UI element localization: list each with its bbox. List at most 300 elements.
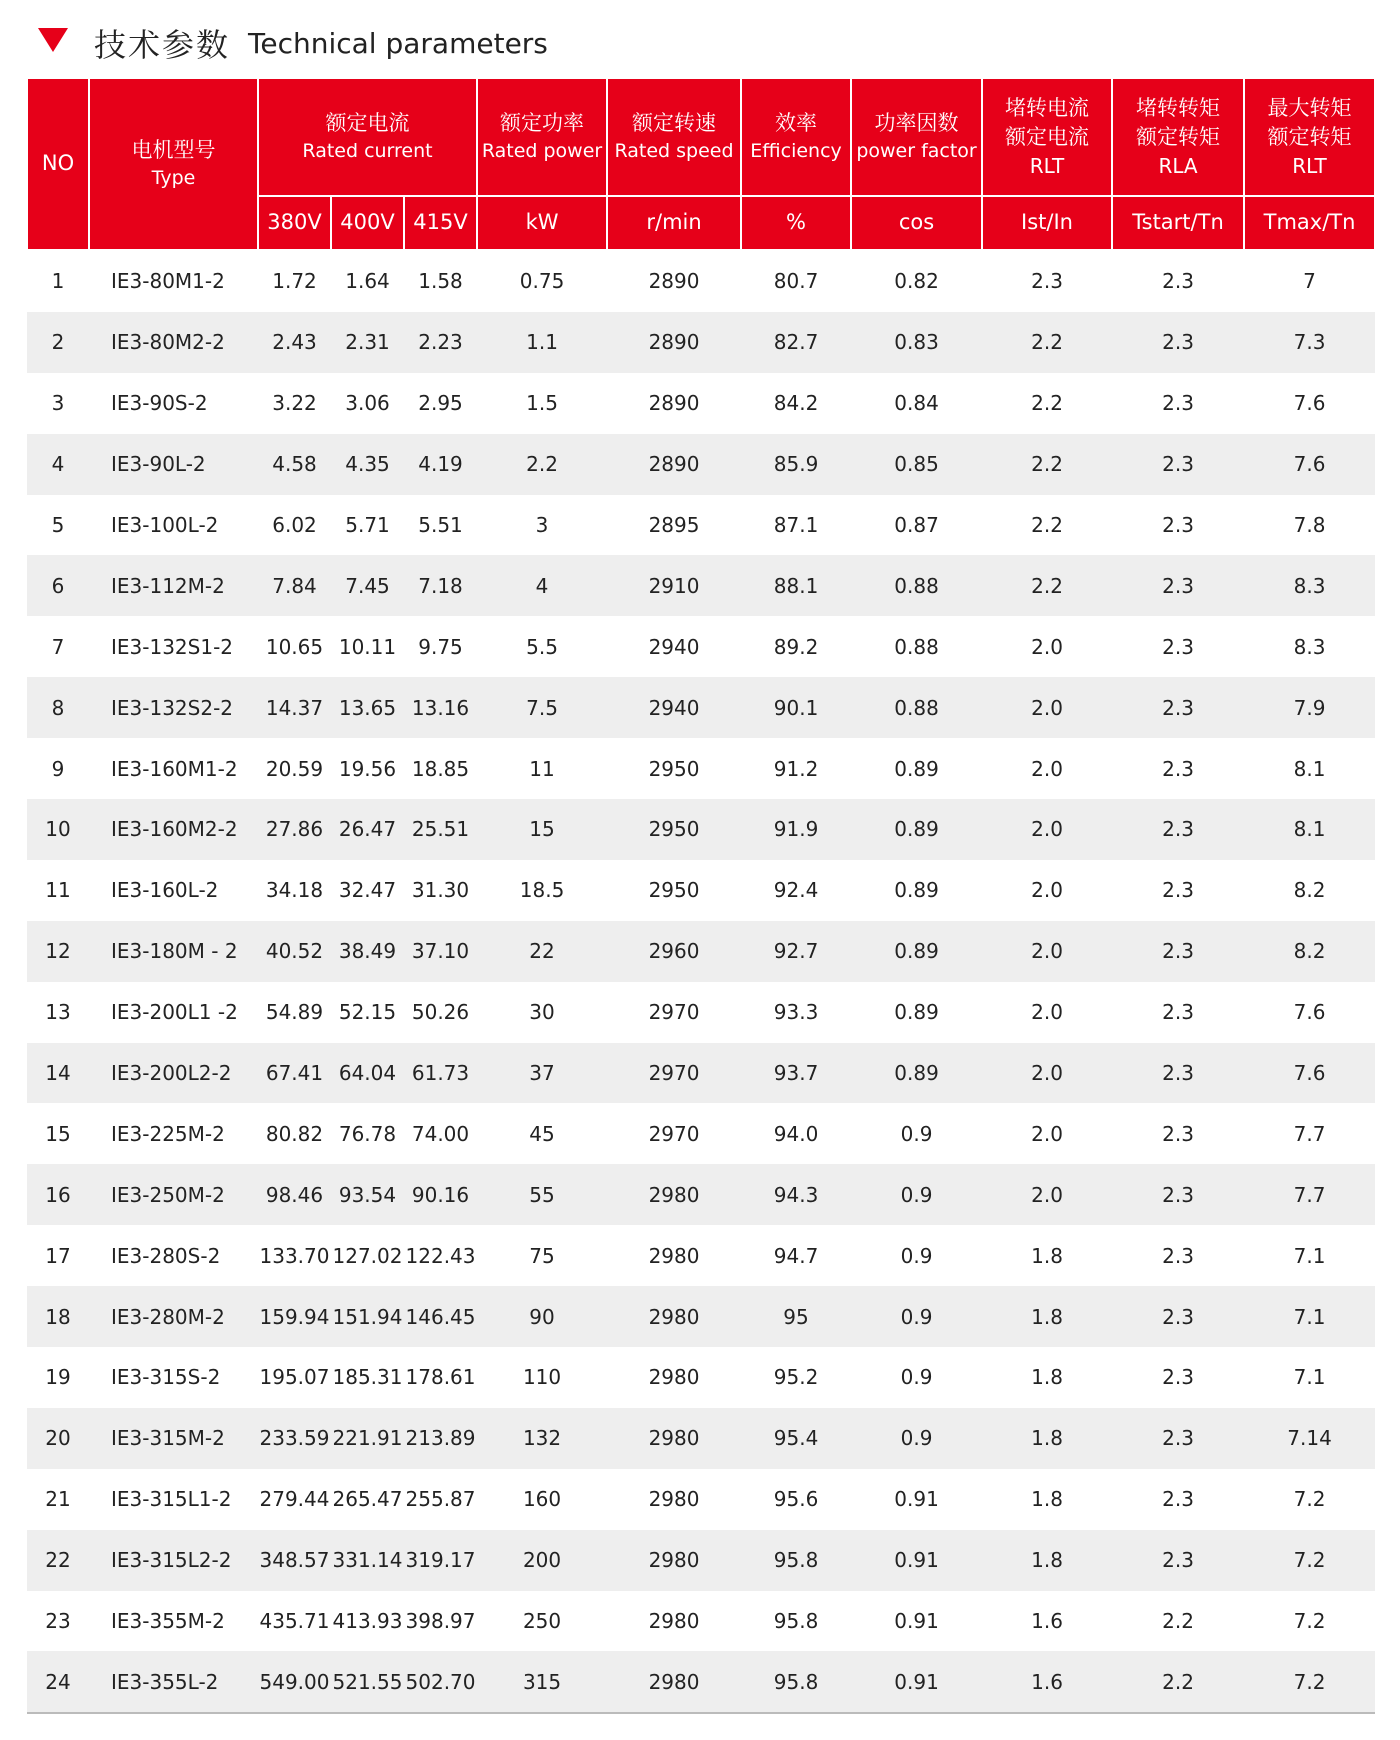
cell-efficiency: 95.2 [773, 1365, 819, 1390]
cell-speed: 2980 [607, 1651, 741, 1713]
cell-tmax-tn: 7.9 [1244, 677, 1375, 738]
cell-ist-in: 2.0 [1031, 756, 1063, 781]
cell-efficiency: 89.2 [773, 634, 819, 659]
cell-power-factor: 0.88 [894, 634, 939, 659]
cell-tstart-tn: 2.3 [1162, 513, 1194, 537]
cell-tstart-tn: 2.3 [1162, 878, 1194, 903]
cell-type: IE3-315L1-2 [111, 1487, 232, 1512]
cell-power: 1.5 [526, 391, 558, 416]
cell-ist-in: 2.3 [1031, 269, 1063, 294]
cell-power-factor: 0.91 [851, 1530, 982, 1591]
cell-ist-in: 2.2 [982, 434, 1112, 495]
cell-power: 4 [477, 555, 607, 616]
cell-current-415v: 25.51 [404, 799, 477, 860]
cell-type: IE3-80M1-2 [111, 269, 225, 294]
header-power-factor: 功率因数 power factor [851, 78, 982, 196]
cell-tmax-tn: 7.2 [1293, 1487, 1326, 1512]
cell-current-400v: 10.11 [338, 634, 397, 659]
cell-tmax-tn: 7.8 [1293, 513, 1326, 537]
cell-current-415v: 50.26 [411, 1000, 470, 1025]
cell-efficiency: 93.3 [773, 1000, 819, 1025]
cell-power: 110 [522, 1365, 562, 1390]
cell-speed: 2980 [607, 1286, 741, 1347]
table-row [27, 1408, 1375, 1469]
cell-speed: 2970 [648, 1121, 700, 1146]
cell-tstart-tn: 2.2 [1112, 1651, 1244, 1713]
cell-tmax-tn: 8.2 [1293, 878, 1326, 903]
cell-type: IE3-280M-2 [89, 1286, 258, 1347]
table-row [27, 312, 1375, 373]
cell-power-factor: 0.9 [900, 1365, 933, 1390]
cell-no: 15 [45, 1121, 71, 1146]
cell-tstart-tn: 2.3 [1112, 1164, 1244, 1225]
cell-current-415v: 90.16 [404, 1164, 477, 1225]
cell-current-415v: 74.00 [411, 1121, 470, 1146]
cell-current-380v: 10.65 [265, 634, 324, 659]
cell-current-400v: 52.15 [338, 1000, 397, 1025]
cell-power-factor: 0.91 [894, 1609, 939, 1634]
header-locked-torque: 堵转转矩 额定转矩 RLA [1112, 78, 1244, 196]
cell-tmax-tn: 8.3 [1244, 555, 1375, 616]
cell-speed: 2950 [648, 756, 700, 781]
header-type: 电机型号 Type [89, 78, 258, 250]
cell-tstart-tn: 2.3 [1112, 921, 1244, 982]
cell-tmax-tn: 7.2 [1244, 1651, 1375, 1713]
table-row [27, 434, 1375, 495]
cell-tstart-tn: 2.3 [1162, 1121, 1194, 1146]
cell-power-factor: 0.9 [900, 1243, 933, 1268]
cell-current-415v: 213.89 [404, 1408, 477, 1469]
cell-current-400v: 26.47 [331, 799, 404, 860]
cell-power: 250 [522, 1609, 562, 1634]
cell-current-415v: 502.70 [404, 1651, 477, 1713]
cell-current-415v: 398.97 [405, 1609, 476, 1634]
cell-current-415v: 7.18 [404, 555, 477, 616]
cell-efficiency: 84.2 [773, 391, 819, 416]
cell-tstart-tn: 2.3 [1112, 312, 1244, 373]
cell-tmax-tn: 7.14 [1244, 1408, 1375, 1469]
cell-no: 10 [27, 799, 89, 860]
cell-power: 55 [477, 1164, 607, 1225]
unit-tstart-tn: Tstart/Tn [1112, 196, 1244, 250]
table-row [27, 982, 1375, 1043]
table-row [27, 1286, 1375, 1347]
cell-current-400v: 13.65 [331, 677, 404, 738]
cell-current-380v: 34.18 [265, 878, 324, 903]
table-row [27, 1530, 1375, 1591]
cell-no: 11 [45, 878, 71, 903]
cell-no: 1 [51, 269, 65, 294]
cell-speed: 2980 [648, 1487, 700, 1512]
cell-current-415v: 9.75 [418, 634, 463, 659]
table-row [27, 1347, 1375, 1408]
cell-power-factor: 0.89 [894, 1000, 939, 1025]
cell-power-factor: 0.91 [851, 1651, 982, 1713]
cell-current-415v: 2.23 [404, 312, 477, 373]
cell-power: 45 [529, 1121, 555, 1146]
cell-power-factor: 0.89 [851, 799, 982, 860]
cell-tstart-tn: 2.3 [1162, 1000, 1194, 1025]
cell-tmax-tn: 7.1 [1244, 1286, 1375, 1347]
cell-power: 22 [477, 921, 607, 982]
cell-type: IE3-315L2-2 [89, 1530, 258, 1591]
cell-current-380v: 133.70 [259, 1243, 330, 1268]
table-row [27, 616, 1375, 677]
cell-no: 14 [27, 1043, 89, 1104]
cell-ist-in: 2.2 [1031, 391, 1063, 416]
cell-speed: 2940 [648, 634, 700, 659]
cell-efficiency: 95.8 [741, 1530, 851, 1591]
cell-efficiency: 91.9 [741, 799, 851, 860]
cell-type: IE3-315S-2 [111, 1365, 221, 1390]
cell-current-380v: 549.00 [258, 1651, 331, 1713]
cell-type: IE3-132S2-2 [89, 677, 258, 738]
cell-no: 22 [27, 1530, 89, 1591]
cell-current-380v: 20.59 [265, 756, 324, 781]
unit-ist-in: Ist/In [982, 196, 1112, 250]
cell-current-400v: 221.91 [331, 1408, 404, 1469]
cell-type: IE3-100L-2 [111, 513, 219, 537]
cell-power: 90 [477, 1286, 607, 1347]
cell-tmax-tn: 8.1 [1244, 799, 1375, 860]
cell-type: IE3-225M-2 [111, 1121, 225, 1146]
cell-efficiency: 87.1 [773, 513, 819, 537]
cell-current-400v: 32.47 [338, 878, 397, 903]
cell-current-400v: 38.49 [331, 921, 404, 982]
cell-ist-in: 2.0 [982, 677, 1112, 738]
header-no: NO [27, 78, 89, 250]
cell-no: 19 [45, 1365, 71, 1390]
cell-speed: 2960 [607, 921, 741, 982]
cell-tstart-tn: 2.2 [1162, 1609, 1194, 1634]
cell-current-380v: 279.44 [259, 1487, 330, 1512]
cell-current-380v: 3.22 [272, 391, 317, 416]
table-row [27, 373, 1375, 434]
cell-current-400v: 7.45 [331, 555, 404, 616]
cell-no: 16 [27, 1164, 89, 1225]
cell-current-380v: 40.52 [258, 921, 331, 982]
table-row [27, 1164, 1375, 1225]
cell-current-415v: 146.45 [404, 1286, 477, 1347]
cell-tstart-tn: 2.3 [1112, 1043, 1244, 1104]
table-row [27, 1225, 1375, 1286]
cell-power-factor: 0.89 [894, 878, 939, 903]
cell-power: 11 [529, 756, 555, 781]
cell-speed: 2890 [648, 391, 700, 416]
cell-tstart-tn: 2.3 [1112, 555, 1244, 616]
cell-ist-in: 1.8 [1031, 1487, 1063, 1512]
cell-no: 13 [45, 1000, 71, 1025]
cell-speed: 2970 [607, 1043, 741, 1104]
header-rated-speed: 额定转速 Rated speed [607, 78, 741, 196]
cell-speed: 2895 [648, 513, 700, 537]
cell-no: 9 [51, 756, 65, 781]
cell-current-415v: 2.95 [418, 391, 463, 416]
cell-tstart-tn: 2.3 [1112, 677, 1244, 738]
table-row [27, 677, 1375, 738]
cell-current-400v: 331.14 [331, 1530, 404, 1591]
cell-type: IE3-112M-2 [89, 555, 258, 616]
unit-380v: 380V [258, 196, 331, 250]
table-row [27, 799, 1375, 860]
cell-efficiency: 91.2 [773, 756, 819, 781]
unit-kw: kW [477, 196, 607, 250]
cell-efficiency: 90.1 [741, 677, 851, 738]
cell-tstart-tn: 2.3 [1112, 799, 1244, 860]
cell-tmax-tn: 7.6 [1293, 1000, 1326, 1025]
unit-400v: 400V [331, 196, 404, 250]
cell-tmax-tn: 8.3 [1293, 634, 1326, 659]
cell-speed: 2910 [607, 555, 741, 616]
cell-type: IE3-250M-2 [89, 1164, 258, 1225]
cell-power: 7.5 [477, 677, 607, 738]
unit-percent: % [741, 196, 851, 250]
cell-no: 4 [27, 434, 89, 495]
cell-ist-in: 1.8 [982, 1286, 1112, 1347]
cell-tmax-tn: 7.6 [1244, 434, 1375, 495]
cell-efficiency: 85.9 [741, 434, 851, 495]
cell-current-415v: 31.30 [411, 878, 470, 903]
cell-speed: 2890 [648, 269, 700, 294]
cell-tstart-tn: 2.3 [1112, 1408, 1244, 1469]
cell-tmax-tn: 7.6 [1293, 391, 1326, 416]
cell-ist-in: 2.0 [1031, 1121, 1063, 1146]
cell-tmax-tn: 7.1 [1293, 1243, 1326, 1268]
cell-current-400v: 3.06 [345, 391, 390, 416]
cell-efficiency: 94.3 [741, 1164, 851, 1225]
cell-power: 75 [529, 1243, 555, 1268]
cell-efficiency: 82.7 [741, 312, 851, 373]
cell-current-400v: 76.78 [338, 1121, 397, 1146]
cell-speed: 2980 [607, 1164, 741, 1225]
unit-rpm: r/min [607, 196, 741, 250]
cell-current-380v: 4.58 [258, 434, 331, 495]
cell-no: 2 [27, 312, 89, 373]
cell-current-415v: 18.85 [411, 756, 470, 781]
cell-speed: 2950 [648, 878, 700, 903]
cell-ist-in: 1.8 [1031, 1365, 1063, 1390]
cell-speed: 2890 [607, 434, 741, 495]
cell-current-380v: 435.71 [259, 1609, 330, 1634]
unit-cos: cos [851, 196, 982, 250]
cell-current-380v: 1.72 [272, 269, 317, 294]
cell-tmax-tn: 8.2 [1244, 921, 1375, 982]
cell-current-415v: 4.19 [404, 434, 477, 495]
cell-power-factor: 0.89 [851, 1043, 982, 1104]
cell-tmax-tn: 7 [1303, 269, 1316, 294]
table-row [27, 921, 1375, 982]
header-efficiency: 效率 Efficiency [741, 78, 851, 196]
cell-current-380v: 195.07 [259, 1365, 330, 1390]
cell-efficiency: 92.4 [773, 878, 819, 903]
cell-current-415v: 61.73 [404, 1043, 477, 1104]
cell-current-415v: 122.43 [405, 1243, 476, 1268]
cell-no: 12 [27, 921, 89, 982]
cell-current-400v: 5.71 [345, 513, 390, 537]
cell-tmax-tn: 8.1 [1293, 756, 1326, 781]
cell-power-factor: 0.9 [900, 1121, 933, 1146]
table-row [27, 1651, 1375, 1713]
cell-no: 23 [45, 1609, 71, 1634]
cell-ist-in: 2.2 [982, 312, 1112, 373]
cell-current-415v: 13.16 [404, 677, 477, 738]
cell-current-400v: 151.94 [331, 1286, 404, 1347]
cell-power: 15 [477, 799, 607, 860]
cell-power-factor: 0.88 [851, 677, 982, 738]
cell-tstart-tn: 2.3 [1112, 434, 1244, 495]
cell-no: 20 [27, 1408, 89, 1469]
table-row [27, 738, 1375, 799]
triangle-down-icon [38, 28, 68, 52]
cell-tstart-tn: 2.3 [1112, 1286, 1244, 1347]
cell-current-380v: 348.57 [258, 1530, 331, 1591]
cell-power-factor: 0.89 [851, 921, 982, 982]
cell-tmax-tn: 7.3 [1244, 312, 1375, 373]
cell-power: 1.1 [477, 312, 607, 373]
cell-ist-in: 2.2 [1031, 513, 1063, 537]
cell-current-400v: 1.64 [345, 269, 390, 294]
cell-power-factor: 0.82 [894, 269, 939, 294]
table-row [27, 860, 1375, 921]
cell-efficiency: 80.7 [773, 269, 819, 294]
cell-type: IE3-200L2-2 [89, 1043, 258, 1104]
cell-type: IE3-180M - 2 [89, 921, 258, 982]
cell-power: 200 [477, 1530, 607, 1591]
unit-tmax-tn: Tmax/Tn [1244, 196, 1375, 250]
cell-power: 0.75 [519, 269, 565, 294]
cell-efficiency: 95.8 [741, 1651, 851, 1713]
table-row [27, 250, 1375, 312]
cell-power: 5.5 [526, 634, 558, 659]
cell-tstart-tn: 2.3 [1162, 756, 1194, 781]
cell-type: IE3-355L-2 [89, 1651, 258, 1713]
cell-type: IE3-80M2-2 [89, 312, 258, 373]
cell-ist-in: 2.0 [1031, 1000, 1063, 1025]
cell-type: IE3-160M2-2 [89, 799, 258, 860]
cell-current-400v: 4.35 [331, 434, 404, 495]
cell-efficiency: 93.7 [741, 1043, 851, 1104]
cell-tmax-tn: 7.2 [1293, 1609, 1326, 1634]
cell-current-380v: 7.84 [258, 555, 331, 616]
table-row [27, 555, 1375, 616]
cell-power-factor: 0.87 [894, 513, 939, 537]
cell-current-415v: 255.87 [405, 1487, 476, 1512]
cell-power-factor: 0.91 [894, 1487, 939, 1512]
cell-ist-in: 2.0 [1031, 634, 1063, 659]
cell-type: IE3-160M1-2 [111, 756, 238, 781]
cell-ist-in: 2.0 [1031, 878, 1063, 903]
cell-tmax-tn: 7.2 [1244, 1530, 1375, 1591]
cell-power-factor: 0.88 [851, 555, 982, 616]
table-row [27, 1043, 1375, 1104]
cell-tmax-tn: 7.7 [1244, 1164, 1375, 1225]
table-row [27, 1103, 1375, 1164]
cell-power: 160 [522, 1487, 562, 1512]
cell-efficiency: 88.1 [741, 555, 851, 616]
cell-type: IE3-280S-2 [111, 1243, 221, 1268]
cell-speed: 2980 [648, 1609, 700, 1634]
cell-no: 3 [51, 391, 65, 416]
cell-power: 3 [535, 513, 549, 537]
cell-speed: 2980 [607, 1408, 741, 1469]
cell-type: IE3-355M-2 [111, 1609, 225, 1634]
cell-efficiency: 95.4 [741, 1408, 851, 1469]
cell-power: 132 [477, 1408, 607, 1469]
title-chinese: 技术参数 [94, 26, 231, 64]
cell-current-380v: 2.43 [258, 312, 331, 373]
cell-ist-in: 2.0 [982, 921, 1112, 982]
cell-tstart-tn: 2.3 [1162, 269, 1194, 294]
cell-efficiency: 95 [741, 1286, 851, 1347]
header-locked-current: 堵转电流 额定电流 RLT [982, 78, 1112, 196]
title-english: Technical parameters [248, 26, 548, 60]
cell-no: 17 [45, 1243, 71, 1268]
cell-current-380v: 159.94 [258, 1286, 331, 1347]
cell-power: 2.2 [477, 434, 607, 495]
cell-current-400v: 413.93 [332, 1609, 403, 1634]
cell-current-380v: 6.02 [272, 513, 317, 537]
cell-power: 37 [477, 1043, 607, 1104]
cell-current-400v: 265.47 [332, 1487, 403, 1512]
cell-power-factor: 0.9 [851, 1286, 982, 1347]
cell-ist-in: 2.0 [982, 1164, 1112, 1225]
cell-tmax-tn: 7.7 [1293, 1121, 1326, 1146]
cell-current-380v: 67.41 [258, 1043, 331, 1104]
cell-speed: 2890 [607, 312, 741, 373]
cell-tstart-tn: 2.3 [1162, 1487, 1194, 1512]
cell-efficiency: 95.6 [773, 1487, 819, 1512]
cell-current-400v: 64.04 [331, 1043, 404, 1104]
cell-current-415v: 178.61 [405, 1365, 476, 1390]
cell-power: 315 [477, 1651, 607, 1713]
cell-ist-in: 1.8 [982, 1530, 1112, 1591]
cell-current-400v: 521.55 [331, 1651, 404, 1713]
cell-power-factor: 0.85 [851, 434, 982, 495]
cell-power-factor: 0.89 [894, 756, 939, 781]
cell-ist-in: 2.0 [982, 1043, 1112, 1104]
header-rated-current: 额定电流 Rated current [258, 78, 477, 196]
cell-efficiency: 94.7 [773, 1243, 819, 1268]
cell-current-380v: 14.37 [258, 677, 331, 738]
header-rated-power: 额定功率 Rated power [477, 78, 607, 196]
table-row [27, 495, 1375, 556]
cell-type: IE3-132S1-2 [111, 634, 234, 659]
cell-current-380v: 27.86 [258, 799, 331, 860]
cell-current-415v: 37.10 [404, 921, 477, 982]
cell-no: 18 [27, 1286, 89, 1347]
cell-tstart-tn: 2.3 [1112, 1530, 1244, 1591]
header-max-torque: 最大转矩 额定转矩 RLT [1244, 78, 1375, 196]
cell-current-415v: 1.58 [418, 269, 463, 294]
cell-current-380v: 98.46 [258, 1164, 331, 1225]
cell-tstart-tn: 2.3 [1162, 634, 1194, 659]
cell-ist-in: 1.6 [1031, 1609, 1063, 1634]
cell-current-400v: 127.02 [332, 1243, 403, 1268]
cell-speed: 2980 [607, 1530, 741, 1591]
cell-tstart-tn: 2.3 [1162, 1365, 1194, 1390]
cell-ist-in: 2.2 [982, 555, 1112, 616]
cell-efficiency: 92.7 [741, 921, 851, 982]
cell-type: IE3-90L-2 [89, 434, 258, 495]
cell-no: 6 [27, 555, 89, 616]
cell-tstart-tn: 2.3 [1162, 1243, 1194, 1268]
cell-ist-in: 1.6 [982, 1651, 1112, 1713]
cell-current-415v: 5.51 [418, 513, 463, 537]
cell-current-380v: 233.59 [258, 1408, 331, 1469]
cell-no: 7 [51, 634, 65, 659]
cell-power-factor: 0.83 [851, 312, 982, 373]
technical-parameters-table [26, 77, 1376, 1714]
